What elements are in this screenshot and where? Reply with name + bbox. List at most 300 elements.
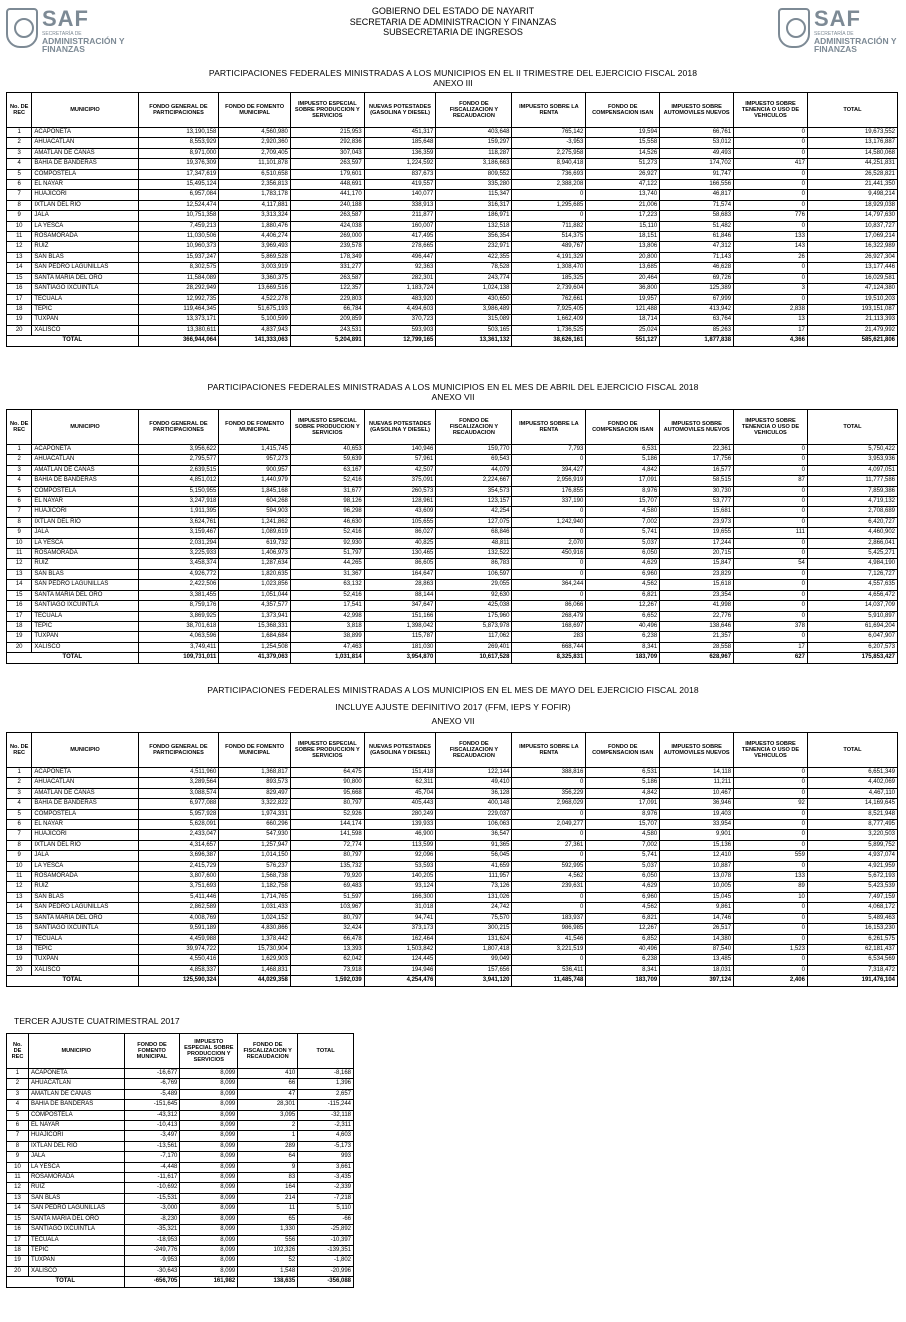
column-header-total: TOTAL (807, 93, 897, 128)
value-cell: 503,165 (436, 325, 512, 335)
column-header-ieps: IMPUESTO ESPECIAL SOBRE PRODUCCION Y SERVICIOS (290, 733, 364, 768)
municipio-cell: JALA (32, 851, 138, 861)
value-cell: 6,207,573 (807, 642, 897, 652)
value-cell: 2,739,604 (512, 284, 586, 294)
value-cell: 8,099 (180, 1121, 238, 1131)
value-cell: 0 (512, 507, 586, 517)
row-number: 6 (7, 180, 32, 190)
row-number: 9 (7, 528, 32, 538)
value-cell: 316,317 (436, 200, 512, 210)
row-number: 19 (7, 632, 32, 642)
value-cell: 593,903 (364, 325, 436, 335)
municipio-cell: JALA (32, 528, 138, 538)
total-cell: 1,592,039 (290, 976, 364, 986)
value-cell: 0 (734, 294, 808, 304)
value-cell: -18,953 (124, 1235, 180, 1245)
logo-subtext-bold: ADMINISTRACIÓN Y FINANZAS (42, 36, 125, 54)
value-cell: 12,267 (586, 924, 660, 934)
value-cell: 331,277 (290, 263, 364, 273)
value-cell: 8,976 (586, 486, 660, 496)
value-cell: 10,960,373 (138, 242, 219, 252)
value-cell: 46,630 (290, 517, 364, 527)
value-cell: 0 (734, 601, 808, 611)
value-cell: 4,097,051 (807, 465, 897, 475)
value-cell: 21,113,393 (807, 315, 897, 325)
value-cell: 2,657 (298, 1089, 354, 1099)
value-cell: 157,656 (436, 965, 512, 975)
table-row (7, 294, 898, 304)
value-cell: 559 (734, 851, 808, 861)
value-cell: 88,144 (364, 590, 436, 600)
value-cell: 3,696,387 (138, 851, 219, 861)
row-number: 12 (7, 242, 32, 252)
total-cell: 3,954,870 (364, 653, 436, 663)
value-cell: 28,863 (364, 580, 436, 590)
value-cell: 4,191,329 (512, 252, 586, 262)
value-cell: 0 (734, 538, 808, 548)
value-cell: 139,933 (364, 820, 436, 830)
value-cell: 93,124 (364, 882, 436, 892)
value-cell: 6,821 (586, 590, 660, 600)
value-cell: 2,838 (734, 304, 808, 314)
value-cell: 19,655 (660, 528, 734, 538)
value-cell: 28,558 (660, 642, 734, 652)
value-cell: 375,091 (364, 476, 436, 486)
value-cell: 140,205 (364, 872, 436, 882)
value-cell: 27,361 (512, 840, 586, 850)
value-cell: 2,388,208 (512, 180, 586, 190)
value-cell: 21,441,350 (807, 180, 897, 190)
value-cell: 14,380 (660, 934, 734, 944)
value-cell: 21,006 (586, 200, 660, 210)
table-row (7, 840, 898, 850)
value-cell: 0 (734, 590, 808, 600)
value-cell: 269,401 (436, 642, 512, 652)
value-cell: 4,314,657 (138, 840, 219, 850)
value-cell: 2,224,667 (436, 476, 512, 486)
value-cell: 0 (734, 263, 808, 273)
table-row (7, 1162, 354, 1172)
value-cell: 400,148 (436, 799, 512, 809)
value-cell: 64,475 (290, 768, 364, 778)
value-cell: 86,066 (512, 601, 586, 611)
row-number: 1 (7, 768, 32, 778)
value-cell: 140,946 (364, 445, 436, 455)
value-cell: 6,420,727 (807, 517, 897, 527)
row-number: 14 (7, 1204, 29, 1214)
municipio-cell: LA YESCA (32, 221, 138, 231)
value-cell: 4,008,769 (138, 913, 219, 923)
value-cell: 115,347 (436, 190, 512, 200)
value-cell: 4,842 (586, 788, 660, 798)
value-cell: 7,459,213 (138, 221, 219, 231)
row-number: 15 (7, 590, 32, 600)
value-cell: 6,531 (586, 445, 660, 455)
value-cell: -2,339 (298, 1183, 354, 1193)
value-cell: -3,497 (124, 1131, 180, 1141)
value-cell: 8,521,948 (807, 809, 897, 819)
total-cell: -356,088 (298, 1277, 354, 1287)
value-cell: 17,091 (586, 799, 660, 809)
value-cell: 53,012 (660, 138, 734, 148)
value-cell: 8,759,176 (138, 601, 219, 611)
row-number: 8 (7, 517, 32, 527)
value-cell: 378 (734, 621, 808, 631)
value-cell: 0 (734, 221, 808, 231)
row-number: 19 (7, 1256, 29, 1266)
value-cell: 12,410 (660, 851, 734, 861)
value-cell: 6,534,569 (807, 955, 897, 965)
value-cell: 0 (512, 190, 586, 200)
column-header-no: No. DE REC (7, 410, 32, 445)
value-cell: 829,497 (219, 788, 291, 798)
municipio-cell: HUAJICORI (32, 830, 138, 840)
table-row (7, 799, 898, 809)
value-cell: 113,599 (364, 840, 436, 850)
row-number: 15 (7, 913, 32, 923)
value-cell: 5,423,539 (807, 882, 897, 892)
table-row (7, 590, 898, 600)
value-cell: 166,300 (364, 892, 436, 902)
row-number: 8 (7, 840, 32, 850)
value-cell: 36,547 (436, 830, 512, 840)
value-cell: 117,062 (436, 632, 512, 642)
participaciones-table (6, 92, 898, 347)
value-cell: 388,816 (512, 768, 586, 778)
value-cell: 1,911,395 (138, 507, 219, 517)
row-number: 4 (7, 476, 32, 486)
value-cell: 185,325 (512, 273, 586, 283)
municipio-cell: AMATLAN DE CAÑAS (28, 1089, 124, 1099)
municipio-cell: RUIZ (32, 559, 138, 569)
total-row (7, 976, 898, 986)
value-cell: 122,357 (290, 284, 364, 294)
value-cell: 0 (734, 128, 808, 138)
value-cell: 1,287,634 (219, 559, 291, 569)
value-cell: 119,464,345 (138, 304, 219, 314)
value-cell: 2 (238, 1121, 298, 1131)
table-row (7, 559, 898, 569)
value-cell: 133 (734, 872, 808, 882)
municipio-cell: ROSAMORADA (32, 872, 138, 882)
municipio-cell: ROSAMORADA (32, 549, 138, 559)
total-cell: 183,709 (586, 653, 660, 663)
row-number: 18 (7, 1245, 29, 1255)
value-cell: 4,603 (298, 1131, 354, 1141)
value-cell: -6,769 (124, 1079, 180, 1089)
value-cell: -3,435 (298, 1173, 354, 1183)
municipio-cell: HUAJICORI (32, 190, 138, 200)
value-cell: 39,974,722 (138, 944, 219, 954)
table-row (7, 528, 898, 538)
municipio-cell: BAHIA DE BANDERAS (32, 476, 138, 486)
value-cell: 1,254,508 (219, 642, 291, 652)
ajuste-title: TERCER AJUSTE CUATRIMESTRAL 2017 (14, 1016, 180, 1026)
value-cell: 1,662,409 (512, 315, 586, 325)
value-cell: 71,574 (660, 200, 734, 210)
value-cell: 63,167 (290, 465, 364, 475)
value-cell: 91,747 (660, 169, 734, 179)
value-cell: 13,485 (660, 955, 734, 965)
value-cell: 40,496 (586, 944, 660, 954)
value-cell: 14,797,630 (807, 211, 897, 221)
value-cell: 0 (734, 569, 808, 579)
value-cell: 0 (734, 169, 808, 179)
value-cell: 92,930 (290, 538, 364, 548)
table-row (7, 965, 898, 975)
saf-logo-right (778, 8, 906, 52)
value-cell: 1,880,476 (219, 221, 291, 231)
column-header-isau: IMPUESTO SOBRE AUTOMOVILES NUEVOS (660, 733, 734, 768)
value-cell: 15,730,904 (219, 944, 291, 954)
table-row (7, 913, 898, 923)
value-cell: 15,937,247 (138, 252, 219, 262)
row-number: 1 (7, 445, 32, 455)
value-cell: 422,355 (436, 252, 512, 262)
municipio-cell: RUIZ (28, 1183, 124, 1193)
value-cell: 0 (512, 830, 586, 840)
table-row (7, 944, 898, 954)
value-cell: 94,741 (364, 913, 436, 923)
value-cell: 4,063,596 (138, 632, 219, 642)
value-cell: 61,694,204 (807, 621, 897, 631)
value-cell: 893,573 (219, 778, 291, 788)
value-cell: 229,037 (436, 809, 512, 819)
value-cell: 52,416 (290, 590, 364, 600)
value-cell: 28,292,949 (138, 284, 219, 294)
value-cell: -7,170 (124, 1152, 180, 1162)
value-cell: 8,099 (180, 1100, 238, 1110)
value-cell: -9,953 (124, 1256, 180, 1266)
value-cell: 151,418 (364, 768, 436, 778)
value-cell: 14,580,068 (807, 148, 897, 158)
municipio-cell: SAN BLAS (28, 1193, 124, 1203)
row-number: 6 (7, 497, 32, 507)
value-cell: 3,225,933 (138, 549, 219, 559)
table-row (7, 924, 898, 934)
value-cell: 4,557,635 (807, 580, 897, 590)
table-row (7, 892, 898, 902)
column-header-ten: IMPUESTO SOBRE TENENCIA O USO DE VEHICULOS (734, 733, 808, 768)
value-cell: 0 (512, 528, 586, 538)
value-cell: 5,910,897 (807, 611, 897, 621)
value-cell: -7,218 (298, 1193, 354, 1203)
value-cell: 19,510,203 (807, 294, 897, 304)
value-cell: 347,647 (364, 601, 436, 611)
value-cell: 122,144 (436, 768, 512, 778)
value-cell: 1,330 (238, 1225, 298, 1235)
value-cell: 2,049,277 (512, 820, 586, 830)
value-cell: 0 (734, 840, 808, 850)
value-cell: 8,302,575 (138, 263, 219, 273)
value-cell: 0 (734, 632, 808, 642)
value-cell: 3,313,324 (219, 211, 291, 221)
value-cell: 413,942 (660, 304, 734, 314)
value-cell: 26,927,304 (807, 252, 897, 262)
value-cell: 430,650 (436, 294, 512, 304)
value-cell: 2,709,405 (219, 148, 291, 158)
value-cell: 424,038 (290, 221, 364, 231)
value-cell: 5,741 (586, 851, 660, 861)
value-cell: 4,629 (586, 559, 660, 569)
value-cell: 243,774 (436, 273, 512, 283)
value-cell: 4,580 (586, 507, 660, 517)
row-number: 13 (7, 1193, 29, 1203)
value-cell: 5,425,271 (807, 549, 897, 559)
value-cell: 103,967 (290, 903, 364, 913)
value-cell: 49,493 (660, 148, 734, 158)
section-mayo (0, 685, 906, 726)
total-cell: 397,124 (660, 976, 734, 986)
value-cell: 6,050 (586, 549, 660, 559)
value-cell: 3,247,918 (138, 497, 219, 507)
value-cell: 8,099 (180, 1183, 238, 1193)
value-cell: 373,173 (364, 924, 436, 934)
table-row (7, 1069, 354, 1079)
value-cell: 232,971 (436, 242, 512, 252)
value-cell: 193,151,087 (807, 304, 897, 314)
total-cell: 5,204,891 (290, 336, 364, 346)
value-cell: 63,764 (660, 315, 734, 325)
value-cell: 1,845,168 (219, 486, 291, 496)
municipio-cell: SAN PEDRO LAGUNILLAS (32, 263, 138, 273)
table-row (7, 861, 898, 871)
value-cell: 24,742 (436, 903, 512, 913)
column-header-fgp: FONDO GENERAL DE PARTICIPACIONES (138, 733, 219, 768)
value-cell: 1,974,331 (219, 809, 291, 819)
value-cell: 1,242,940 (512, 517, 586, 527)
row-number: 19 (7, 315, 32, 325)
value-cell: 106,063 (436, 820, 512, 830)
value-cell: 40,825 (364, 538, 436, 548)
value-cell: 80,797 (290, 799, 364, 809)
value-cell: 41,546 (512, 934, 586, 944)
total-cell: 13,361,132 (436, 336, 512, 346)
logo-subtext: SECRETARÍA DE (814, 31, 854, 37)
column-header-ffm: FONDO DE FOMENTO MUNICIPAL (124, 1034, 180, 1069)
value-cell: 13,380,611 (138, 325, 219, 335)
value-cell: 159,297 (436, 138, 512, 148)
value-cell: 0 (734, 913, 808, 923)
value-cell: 111 (734, 528, 808, 538)
municipio-cell: RUIZ (32, 242, 138, 252)
table-row (7, 284, 898, 294)
value-cell: 417,495 (364, 232, 436, 242)
value-cell: 10,751,358 (138, 211, 219, 221)
value-cell: 73,126 (436, 882, 512, 892)
table-row (7, 549, 898, 559)
municipio-cell: AMATLAN DE CAÑAS (32, 465, 138, 475)
value-cell: 14,746 (660, 913, 734, 923)
value-cell: 17,069,214 (807, 232, 897, 242)
column-header-municipio: MUNICIPIO (32, 93, 138, 128)
municipio-cell: XALISCO (32, 325, 138, 335)
column-header-municipio: MUNICIPIO (28, 1034, 124, 1069)
value-cell: 3,969,493 (219, 242, 291, 252)
value-cell: -8,230 (124, 1214, 180, 1224)
row-number: 9 (7, 1152, 29, 1162)
row-number: 9 (7, 211, 32, 221)
value-cell: -20,996 (298, 1266, 354, 1276)
value-cell: 26 (734, 252, 808, 262)
value-cell: 64 (238, 1152, 298, 1162)
annex-label: ANEXO III (433, 78, 473, 88)
value-cell: 215,953 (290, 128, 364, 138)
value-cell: 62,042 (290, 955, 364, 965)
value-cell: 483,920 (364, 294, 436, 304)
value-cell: -5,489 (124, 1089, 180, 1099)
value-cell: 900,957 (219, 465, 291, 475)
value-cell: 762,661 (512, 294, 586, 304)
value-cell: 26,517 (660, 924, 734, 934)
value-cell: 10,005 (660, 882, 734, 892)
value-cell: 0 (734, 830, 808, 840)
row-number: 3 (7, 1089, 29, 1099)
value-cell: 23,973 (660, 517, 734, 527)
table-row (7, 128, 898, 138)
value-cell: 6,238 (586, 955, 660, 965)
value-cell: 809,552 (436, 169, 512, 179)
value-cell: 136,359 (364, 148, 436, 158)
municipio-cell: ROSAMORADA (28, 1173, 124, 1183)
column-header-municipio: MUNICIPIO (32, 410, 138, 445)
value-cell: 405,443 (364, 799, 436, 809)
value-cell: 51,482 (660, 221, 734, 231)
total-cell: 4,254,476 (364, 976, 436, 986)
value-cell: 132,522 (436, 549, 512, 559)
municipio-cell: ACAPONETA (32, 768, 138, 778)
value-cell: 8,099 (180, 1225, 238, 1235)
column-header-ffm: FONDO DE FOMENTO MUNICIPAL (219, 410, 291, 445)
value-cell: 1,257,947 (219, 840, 291, 850)
total-cell: 1,877,838 (660, 336, 734, 346)
value-cell: 49,410 (436, 778, 512, 788)
value-cell: 18,929,038 (807, 200, 897, 210)
value-cell: 91,365 (436, 840, 512, 850)
row-number: 14 (7, 580, 32, 590)
value-cell: 1,183,724 (364, 284, 436, 294)
total-cell: 11,485,748 (512, 976, 586, 986)
value-cell: 22,361 (660, 445, 734, 455)
value-cell: 4,494,603 (364, 304, 436, 314)
row-number: 20 (7, 965, 32, 975)
table-row (7, 455, 898, 465)
value-cell: 4,402,069 (807, 778, 897, 788)
value-cell: 58,683 (660, 211, 734, 221)
table-row (7, 486, 898, 496)
municipio-cell: TUXPAN (32, 632, 138, 642)
value-cell: 5,100,599 (219, 315, 291, 325)
table-row (7, 200, 898, 210)
value-cell: 5,110 (298, 1204, 354, 1214)
total-cell: 3,941,120 (436, 976, 512, 986)
value-cell: 3,322,822 (219, 799, 291, 809)
value-cell: 0 (734, 180, 808, 190)
value-cell: 99,049 (436, 955, 512, 965)
row-number: 15 (7, 273, 32, 283)
column-header-total: TOTAL (298, 1034, 354, 1069)
municipio-cell: TEPIC (28, 1245, 124, 1255)
table-row (7, 169, 898, 179)
value-cell: -15,531 (124, 1193, 180, 1203)
value-cell: 72,774 (290, 840, 364, 850)
value-cell: 3,956,622 (138, 445, 219, 455)
value-cell: 11 (238, 1204, 298, 1214)
value-cell: 41,998 (660, 601, 734, 611)
value-cell: 8,099 (180, 1141, 238, 1151)
value-cell: -13,561 (124, 1141, 180, 1151)
table-row (7, 517, 898, 527)
